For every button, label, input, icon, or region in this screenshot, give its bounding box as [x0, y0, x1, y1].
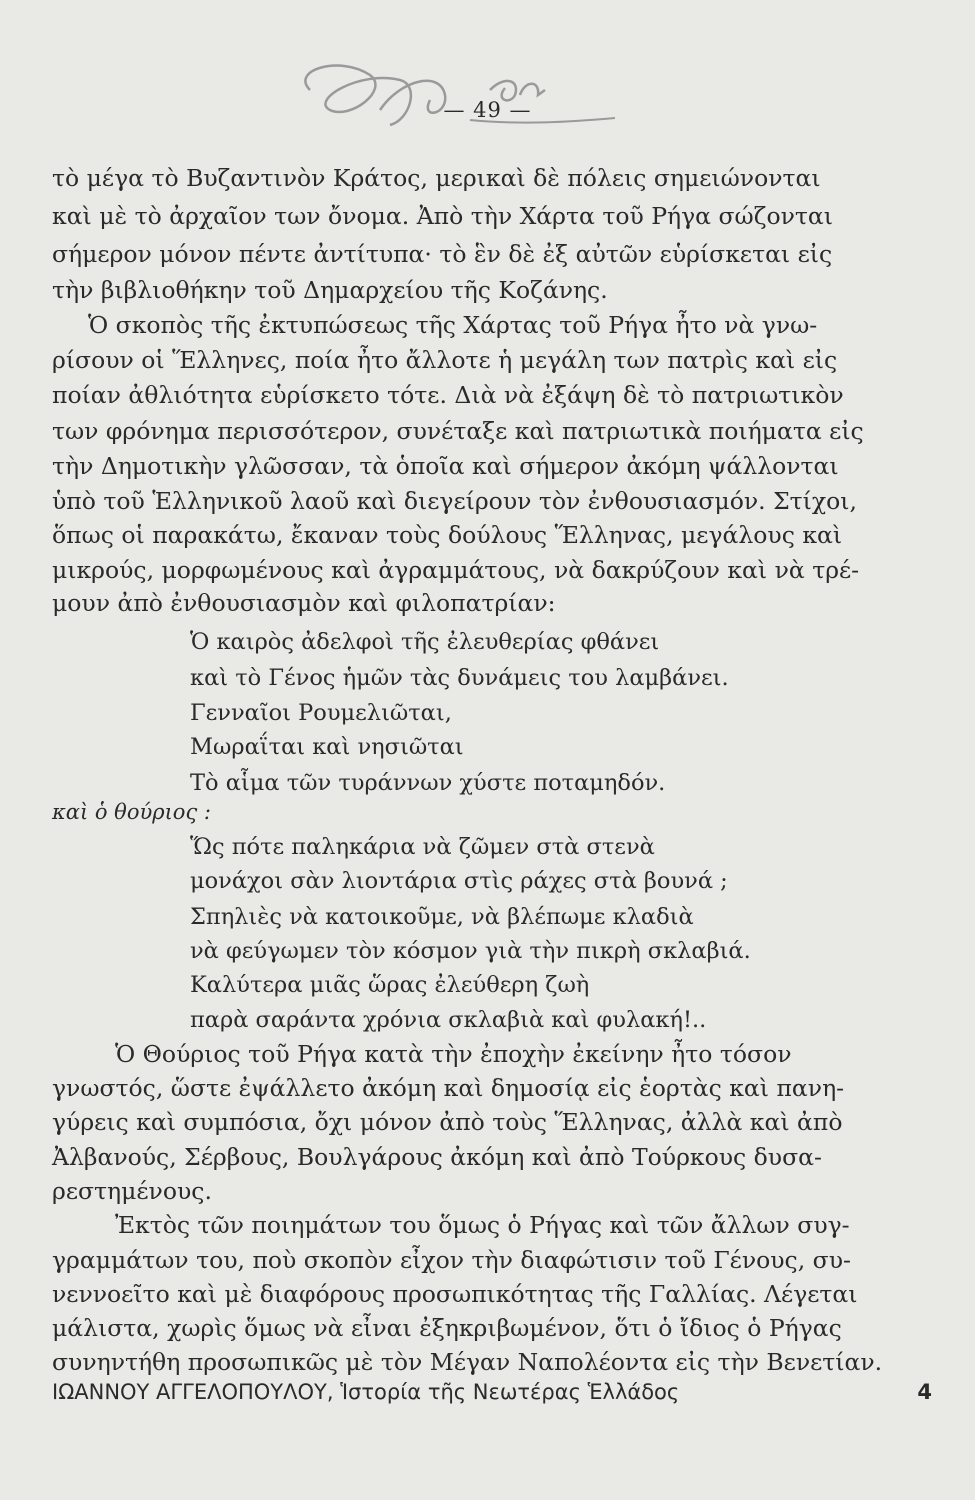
verse-label: καὶ ὁ θούριος :	[52, 800, 211, 824]
text-line: ὅπως οἱ παρακάτω, ἔκαναν τοὺς δούλους Ἕλληνας, μεγάλους καὶ	[52, 521, 843, 549]
verse-line: Καλύτερα μιᾶς ὥρας ἐλεύθερη ζωὴ	[190, 972, 590, 998]
text-line: ρίσουν οἱ Ἕλληνες, ποία ἦτο ἄλλοτε ἡ μεγάλη των πατρὶς καὶ εἰς	[52, 346, 838, 374]
text-line: καὶ μὲ τὸ ἀρχαῖον των ὄνομα. Ἀπὸ τὴν Χάρτα τοῦ Ρήγα σώζονται	[52, 202, 833, 230]
verse-line: Μωραΐται καὶ νησιῶται	[190, 734, 464, 760]
verse-line: παρὰ σαράντα χρόνια σκλαβιὰ καὶ φυλακή!..	[190, 1007, 707, 1033]
page-footer	[52, 1380, 932, 1404]
text-line: μικρούς, μορφωμένους καὶ ἀγραμμάτους, νὰ δακρύζουν καὶ νὰ τρέ-	[52, 556, 860, 584]
verse-line: νὰ φεύγωμεν τὸν κόσμον γιὰ τὴν πικρὴ σκλαβιά.	[190, 938, 751, 964]
text-line: ὑπὸ τοῦ Ἑλληνικοῦ λαοῦ καὶ διεγείρουν τὸν ἐνθουσιασμόν. Στίχοι,	[52, 487, 857, 515]
page-number: — 49 —	[443, 98, 532, 122]
verse-line: Ὁ καιρὸς ἀδελφοὶ τῆς ἐλευθερίας φθάνει	[190, 629, 660, 655]
verse-line: Γενναῖοι Ρουμελιῶται,	[190, 700, 452, 726]
signature-number: 4	[917, 1380, 932, 1404]
verse-line: Τὸ αἷμα τῶν τυράννων χύστε ποταμηδόν.	[190, 770, 666, 796]
text-line: των φρόνημα περισσότερον, συνέταξε καὶ πατριωτικὰ ποιήματα εἰς	[52, 417, 864, 445]
text-line: νεννοεῖτο καὶ μὲ διαφόρους προσωπικότητας τῆς Γαλλίας. Λέγεται	[52, 1280, 858, 1308]
text-line: τὸ μέγα τὸ Βυζαντινὸν Κράτος, μερικαὶ δὲ πόλεις σημειώνονται	[52, 164, 821, 192]
text-line: ρεστημένους.	[52, 1177, 212, 1205]
paragraph-start-line: Ὁ Θούριος τοῦ Ρήγα κατὰ τὴν ἐποχὴν ἐκείνην ἦτο τόσον	[115, 1040, 792, 1068]
pencil-scribble-annotation	[270, 50, 630, 140]
text-line: ποίαν ἀθλιότητα εὑρίσκετο τότε. Διὰ νὰ ἐξάψη δὲ τὸ πατριωτικὸν	[52, 381, 844, 409]
verse-line: Σπηλιὲς νὰ κατοικοῦμε, νὰ βλέπωμε κλαδιὰ	[190, 904, 694, 930]
text-line: συνηντήθη προσωπικῶς μὲ τὸν Μέγαν Ναπολέοντα εἰς τὴν Βενετίαν.	[52, 1348, 883, 1376]
verse-line: Ὥς πότε παληκάρια νὰ ζῶμεν στὰ στενὰ	[190, 834, 655, 860]
text-line: μάλιστα, χωρὶς ὅμως νὰ εἶναι ἐξηκριβωμένον, ὅτι ὁ ἴδιος ὁ Ρήγας	[52, 1314, 842, 1342]
paragraph-start-line: Ὁ σκοπὸς τῆς ἐκτυπώσεως τῆς Χάρτας τοῦ Ρήγα ἦτο νὰ γνω-	[88, 311, 818, 339]
verse-line: καὶ τὸ Γένος ἡμῶν τὰς δυνάμεις του λαμβάνει.	[190, 665, 729, 691]
text-line: γνωστός, ὥστε ἐψάλλετο ἀκόμη καὶ δημοσίᾳ εἰς ἑορτὰς καὶ πανη-	[52, 1074, 845, 1102]
text-line: τὴν Δημοτικὴν γλῶσσαν, τὰ ὁποῖα καὶ σήμερον ἀκόμη ψάλλονται	[52, 452, 839, 480]
text-line: Ἀλβανούς, Σέρβους, Βουλγάρους ἀκόμη καὶ ἀπὸ Τούρκους δυσα-	[52, 1143, 822, 1171]
text-line: σήμερον μόνον πέντε ἀντίτυπα· τὸ ἓν δὲ ἐξ αὐτῶν εὑρίσκεται εἰς	[52, 240, 833, 268]
verse-line: μονάχοι σὰν λιοντάρια στὶς ράχες στὰ βουνά ;	[190, 868, 728, 894]
footer-citation: ΙΩΑΝΝΟΥ ΑΓΓΕΛΟΠΟΥΛΟΥ, Ἱστορία τῆς Νεωτέρας Ἑλλάδος	[52, 1380, 680, 1404]
paragraph-start-line: Ἐκτὸς τῶν ποιημάτων του ὅμως ὁ Ρήγας καὶ τῶν ἄλλων συγ-	[115, 1211, 850, 1239]
text-line: τὴν βιβλιοθήκην τοῦ Δημαρχείου τῆς Κοζάνης.	[52, 276, 608, 304]
text-line: μουν ἀπὸ ἐνθουσιασμὸν καὶ φιλοπατρίαν:	[52, 589, 556, 617]
text-line: γύρεις καὶ συμπόσια, ὄχι μόνον ἀπὸ τοὺς Ἕλληνας, ἀλλὰ καὶ ἀπὸ	[52, 1108, 843, 1136]
text-line: γραμμάτων του, ποὺ σκοπὸν εἶχον τὴν διαφώτισιν τοῦ Γένους, συ-	[52, 1246, 851, 1274]
